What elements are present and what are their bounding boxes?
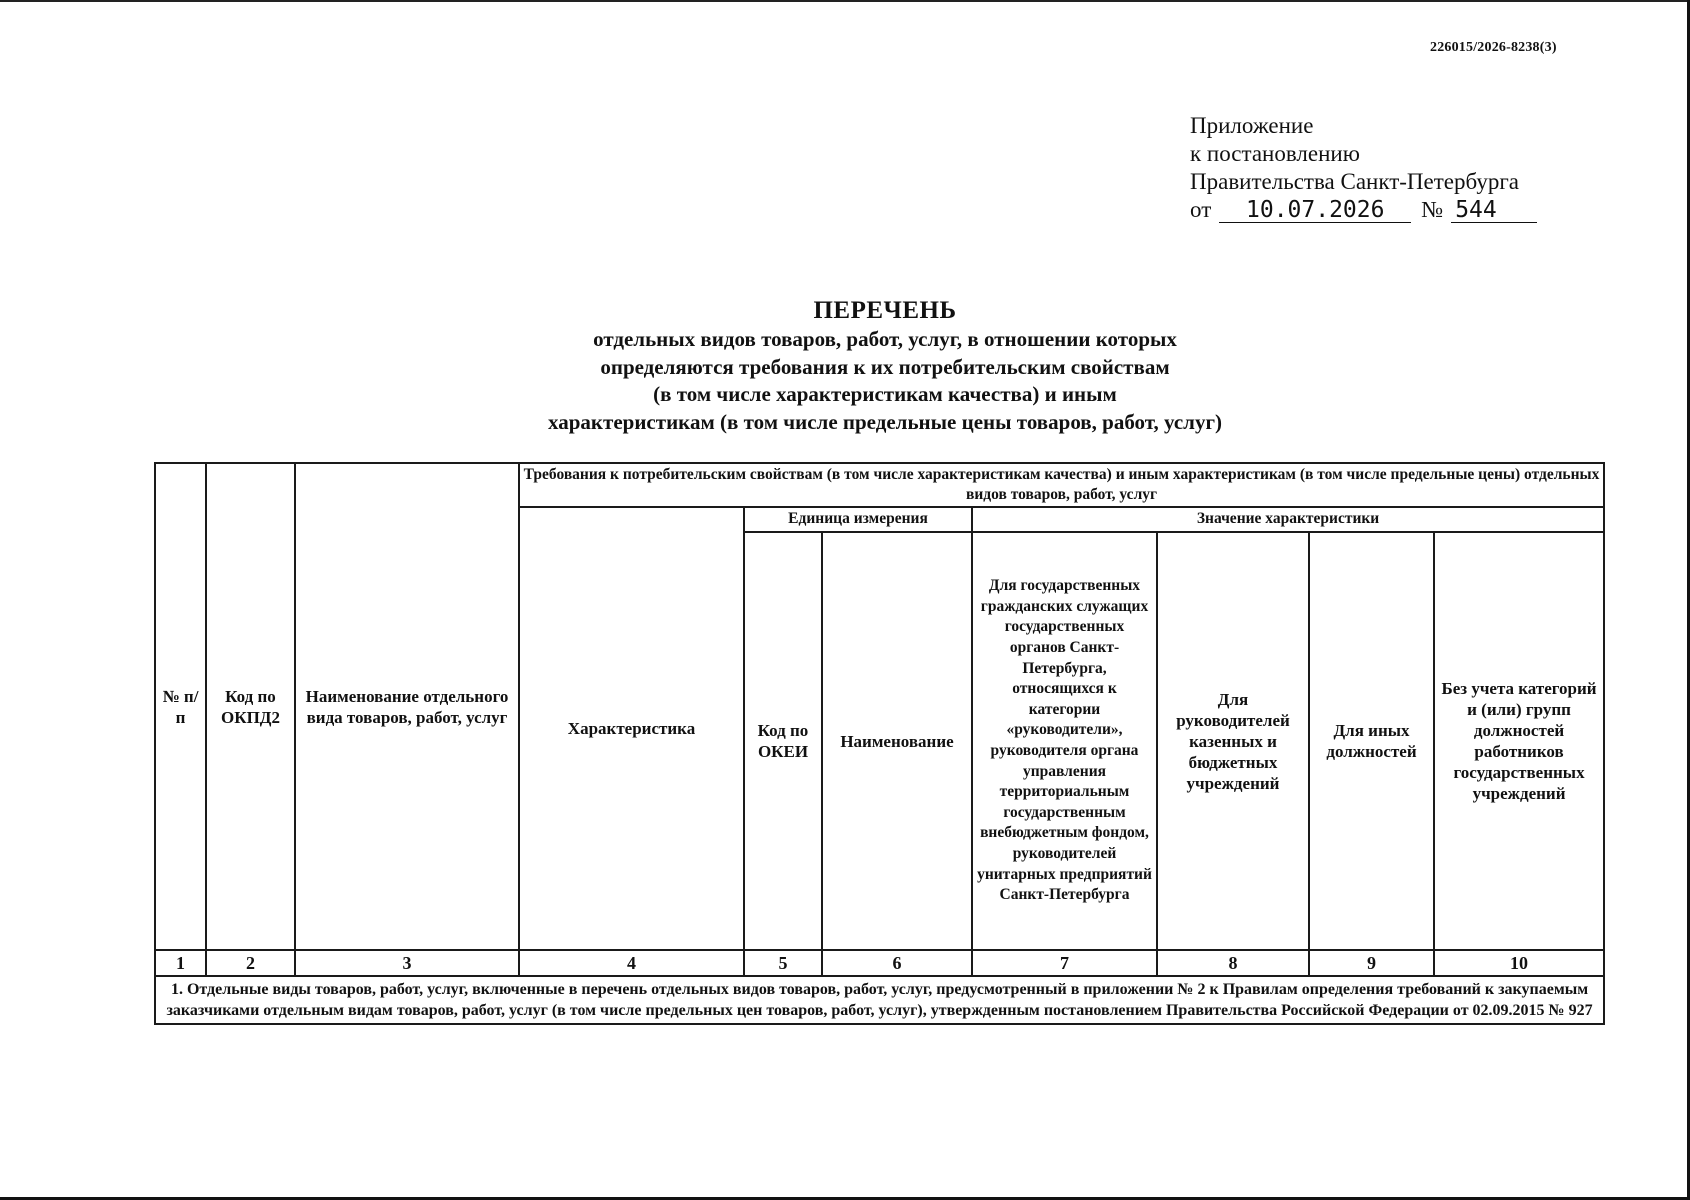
header-value-other-positions: Для иных должностей <box>1309 532 1434 950</box>
date-prefix: от <box>1190 197 1212 222</box>
section-1-heading: 1. Отдельные виды товаров, работ, услуг, включенные в перечень отдельных видов товаров, работ, услуг, предусмотренный в приложении № 2 к Правилам определения требований к закупаемым заказчиками отдельным видам товаров, работ, услуг (в том числе предельных цен товаров, работ, услуг), утвержденным постановлением Правительства Российской Федерации от 02.09.2015 № 927 <box>155 976 1604 1024</box>
appendix-line-2: к постановлению <box>1190 141 1360 166</box>
top-border-line <box>0 0 1690 2</box>
document-title: ПЕРЕЧЕНЬ <box>813 297 957 324</box>
column-numbers-row <box>155 950 1604 976</box>
header-value-no-category: Без учета категорий и (или) групп должностей работников государственных учреждений <box>1434 532 1604 950</box>
resolution-date: 10.07.2026 <box>1219 198 1411 223</box>
header-item-name: Наименование отдельного вида товаров, работ, услуг <box>295 463 519 950</box>
column-number: 9 <box>1309 950 1434 976</box>
column-number: 5 <box>744 950 822 976</box>
appendix-block <box>1190 112 1537 224</box>
header-value-officials: Для государственных гражданских служащих государственных органов Санкт-Петербурга, относящихся к категории «руководители», руководителя органа управления территориальным государственным внебюджетным фондом, руководителей унитарных предприятий Санкт-Петербурга <box>972 532 1157 950</box>
header-row-number: № п/п <box>155 463 206 950</box>
header-requirements: Требования к потребительским свойствам (в том числе характеристикам качества) и иным характеристикам (в том числе предельные цены) отдельных видов товаров, работ, услуг <box>519 463 1604 507</box>
column-number: 1 <box>155 950 206 976</box>
column-number: 3 <box>295 950 519 976</box>
header-value-institution-heads: Для руководителей казенных и бюджетных учреждений <box>1157 532 1309 950</box>
appendix-line-1: Приложение <box>1190 113 1314 138</box>
document-registration-number: 226015/2026-8238(3) <box>1430 40 1557 55</box>
title-line-4: характеристикам (в том числе предельные цены товаров, работ, услуг) <box>548 409 1222 434</box>
header-value-group: Значение характеристики <box>972 507 1604 532</box>
title-line-3: (в том числе характеристикам качества) и иным <box>653 382 1117 406</box>
column-number: 2 <box>206 950 295 976</box>
header-okpd2-code: Код по ОКПД2 <box>206 463 295 950</box>
header-characteristic: Характеристика <box>519 507 744 950</box>
appendix-line-3: Правительства Санкт-Петербурга <box>1190 169 1519 194</box>
header-unit-name: Наименование <box>822 532 972 950</box>
document-title-block <box>150 296 1620 436</box>
column-number: 6 <box>822 950 972 976</box>
resolution-number: 544 <box>1451 198 1537 223</box>
column-number: 8 <box>1157 950 1309 976</box>
title-line-1: отдельных видов товаров, работ, услуг, в отношении которых <box>593 327 1177 351</box>
header-okei-code: Код по ОКЕИ <box>744 532 822 950</box>
column-number: 10 <box>1434 950 1604 976</box>
appendix-date-row <box>1190 196 1537 224</box>
column-number: 4 <box>519 950 744 976</box>
column-number: 7 <box>972 950 1157 976</box>
requirements-table <box>154 462 1605 1025</box>
title-line-2: определяются требования к их потребительским свойствам <box>600 354 1170 379</box>
header-unit-group: Единица измерения <box>744 507 972 532</box>
number-prefix: № <box>1421 197 1444 222</box>
